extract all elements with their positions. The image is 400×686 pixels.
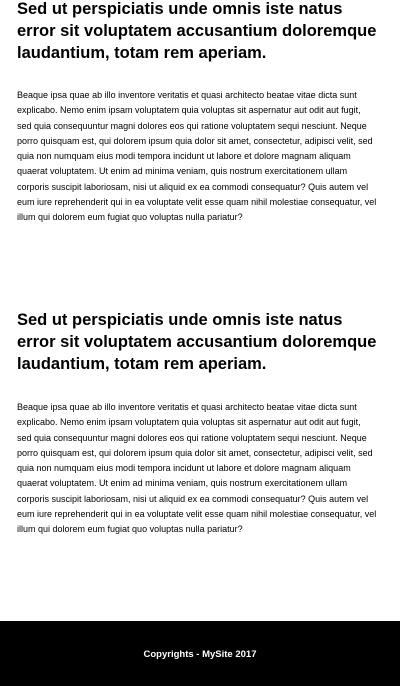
footer-copyright: Copyrights - MySite 2017 xyxy=(143,648,257,660)
article-section xyxy=(17,0,377,223)
section-heading: Sed ut perspiciatis unde omnis iste natus error sit voluptatem accusantium doloremque laudantium, totam rem aperiam. xyxy=(17,0,377,62)
section-heading: Sed ut perspiciatis unde omnis iste natus error sit voluptatem accusantium doloremque laudantium, totam rem aperiam. xyxy=(17,311,377,373)
section-body: Beaque ipsa quae ab illo inventore veritatis et quasi architecto beatae vitae dicta sunt explicabo. Nemo enim ipsam voluptatem quia voluptas sit aspernatur aut odit aut fugit, sed quia consequuntur magni dolores eos qui ratione voluptatem sequi nesciunt. Neque porro quisquam est, qui dolorem ipsum quia dolor sit amet, consectetur, adipisci velit, sed quia non numquam eius modi tempora incidunt ut labore et dolore magnam aliquam quaerat voluptatem. Ut enim ad minima veniam, quis nostrum exercitationem ullam corporis suscipit laboriosam, nisi ut aliquid ex ea commodi consequatur? Quis autem vel eum iure reprehenderit qui in ea voluptate velit esse quam nihil molestiae consequatur, vel illum qui dolorem eum fugiat quo voluptas nulla pariatur? xyxy=(17,402,377,535)
article-section xyxy=(17,309,377,535)
section-body: Beaque ipsa quae ab illo inventore veritatis et quasi architecto beatae vitae dicta sunt explicabo. Nemo enim ipsam voluptatem quia voluptas sit aspernatur aut odit aut fugit, sed quia consequuntur magni dolores eos qui ratione voluptatem sequi nesciunt. Neque porro quisquam est, qui dolorem ipsum quia dolor sit amet, consectetur, adipisci velit, sed quia non numquam eius modi tempora incidunt ut labore et dolore magnam aliquam quaerat voluptatem. Ut enim ad minima veniam, quis nostrum exercitationem ullam corporis suscipit laboriosam, nisi ut aliquid ex ea commodi consequatur? Quis autem vel eum iure reprehenderit qui in ea voluptate velit esse quam nihil molestiae consequatur, vel illum qui dolorem eum fugiat quo voluptas nulla pariatur? xyxy=(17,90,377,223)
footer xyxy=(0,621,400,686)
